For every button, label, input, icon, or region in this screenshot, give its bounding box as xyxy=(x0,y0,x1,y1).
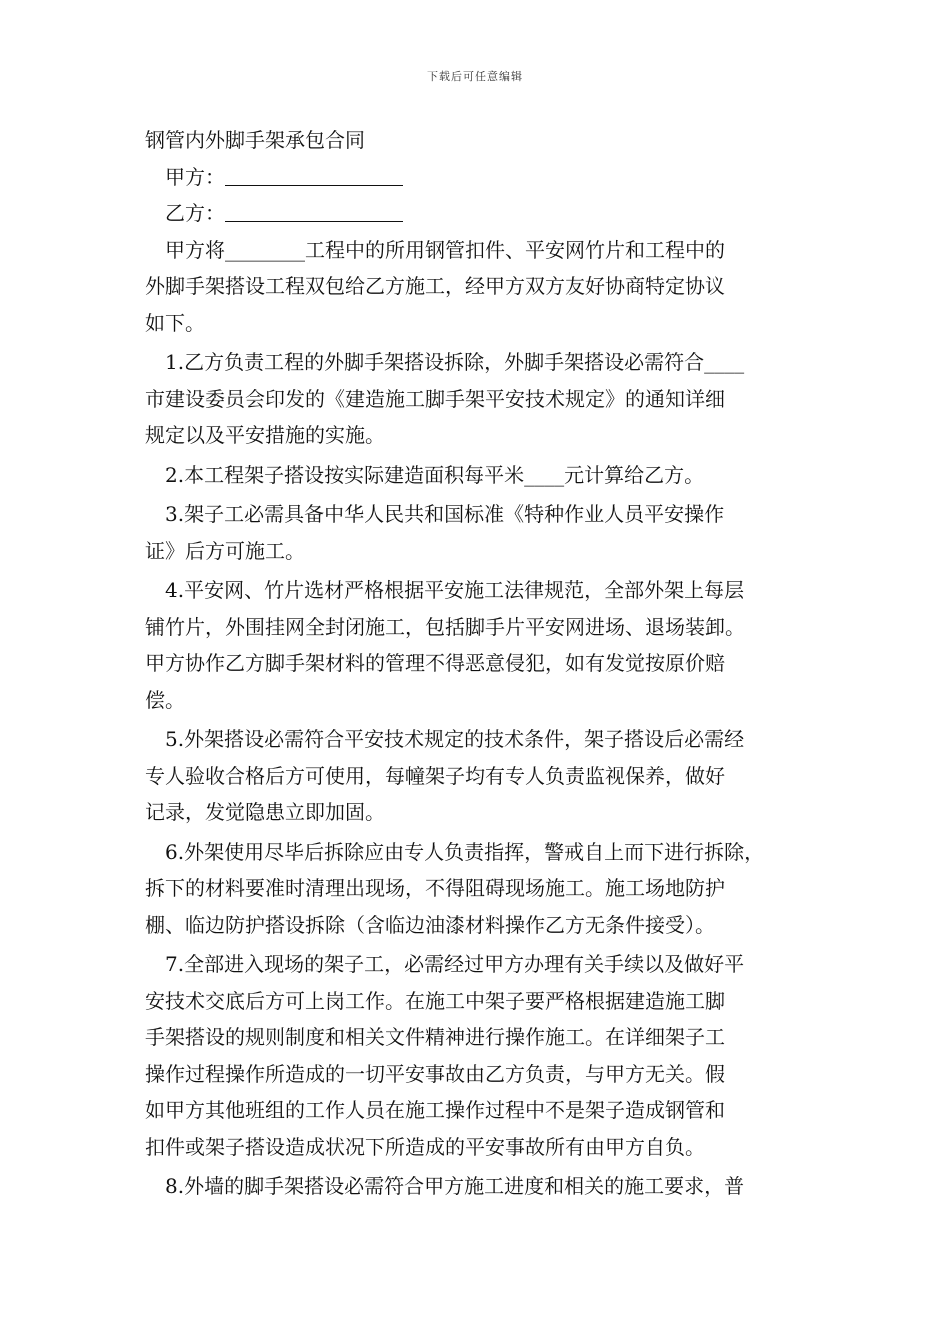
paragraph-line: 手架搭设的规则制度和相关文件精神进行操作施工。在详细架子工 xyxy=(145,1025,725,1049)
paragraph-line: 8.外墙的脚手架搭设必需符合甲方施工进度和相关的施工要求，普 xyxy=(165,1174,745,1198)
paragraph-line: 4.平安网、竹片选材严格根据平安施工法律规范，全部外架上每层 xyxy=(165,578,745,602)
party-b-blank xyxy=(225,201,403,222)
paragraph-line: 棚、临边防护搭设拆除（含临边油漆材料操作乙方无条件接受）。 xyxy=(145,912,715,937)
contract-body xyxy=(145,122,809,1205)
party-a-label: 甲方： xyxy=(165,164,225,189)
contract-paragraph xyxy=(145,344,809,454)
party-b-line xyxy=(145,195,809,232)
contract-paragraph xyxy=(145,572,809,718)
contract-paragraph xyxy=(145,496,809,569)
document-title: 钢管内外脚手架承包合同 xyxy=(145,128,365,152)
paragraph-line: 甲方协作乙方脚手架材料的管理不得恶意侵犯，如有发觉按原价赔 xyxy=(145,651,725,675)
party-a-blank xyxy=(225,165,403,186)
contract-paragraph xyxy=(145,232,809,342)
paragraph-line: 1.乙方负责工程的外脚手架搭设拆除，外脚手架搭设必需符合____ xyxy=(165,350,745,374)
paragraph-line: 如甲方其他班组的工作人员在施工操作过程中不是架子造成钢管和 xyxy=(145,1098,725,1122)
paragraph-line: 外脚手架搭设工程双包给乙方施工，经甲方双方友好协商特定协议 xyxy=(145,274,725,298)
paragraph-line: 专人验收合格后方可使用，每幢架子均有专人负责监视保养，做好 xyxy=(145,763,725,788)
contract-paragraph xyxy=(145,1168,809,1205)
paragraph-line: 偿。 xyxy=(145,687,185,712)
contract-clauses xyxy=(145,232,809,1205)
paragraph-line: 甲方将________工程中的所用钢管扣件、平安网竹片和工程中的 xyxy=(165,237,725,262)
paragraph-line: 6.外架使用尽毕后拆除应由专人负责指挥，警戒自上而下进行拆除， xyxy=(165,839,765,864)
contract-paragraph xyxy=(145,834,809,944)
paragraph-line: 3.架子工必需具备中华人民共和国标准《特种作业人员平安操作 xyxy=(165,502,725,526)
party-b-label: 乙方： xyxy=(165,201,225,225)
paragraph-line: 拆下的材料要准时清理出现场，不得阻碍现场施工。施工场地防护 xyxy=(145,876,725,900)
paragraph-line: 5.外架搭设必需符合平安技术规定的技术条件，架子搭设后必需经 xyxy=(165,727,745,751)
paragraph-line: 安技术交底后方可上岗工作。在施工中架子要严格根据建造施工脚 xyxy=(145,988,725,1013)
party-a-line xyxy=(145,159,809,196)
paragraph-line: 规定以及平安措施的实施。 xyxy=(145,423,385,447)
paragraph-line: 扣件或架子搭设造成状况下所造成的平安事故所有由甲方自负。 xyxy=(145,1134,705,1159)
paragraph-line: 记录，发觉隐患立即加固。 xyxy=(145,800,385,824)
contract-paragraph xyxy=(145,721,809,831)
paragraph-line: 7.全部进入现场的架子工，必需经过甲方办理有关手续以及做好平 xyxy=(165,952,745,976)
paragraph-line: 2.本工程架子搭设按实际建造面积每平米____元计算给乙方。 xyxy=(165,462,705,487)
paragraph-line: 操作过程操作所造成的一切平安事故由乙方负责，与甲方无关。假 xyxy=(145,1061,725,1086)
contract-paragraph xyxy=(145,457,809,494)
paragraph-line: 铺竹片，外围挂网全封闭施工，包括脚手片平安网进场、退场装卸。 xyxy=(145,614,745,639)
contract-paragraph xyxy=(145,946,809,1165)
header-note: 下载后可任意编辑 xyxy=(427,70,523,83)
paragraph-line: 如下。 xyxy=(145,310,205,335)
paragraph-line: 证》后方可施工。 xyxy=(145,538,305,563)
paragraph-line: 市建设委员会印发的《建造施工脚手架平安技术规定》的通知详细 xyxy=(145,386,725,411)
